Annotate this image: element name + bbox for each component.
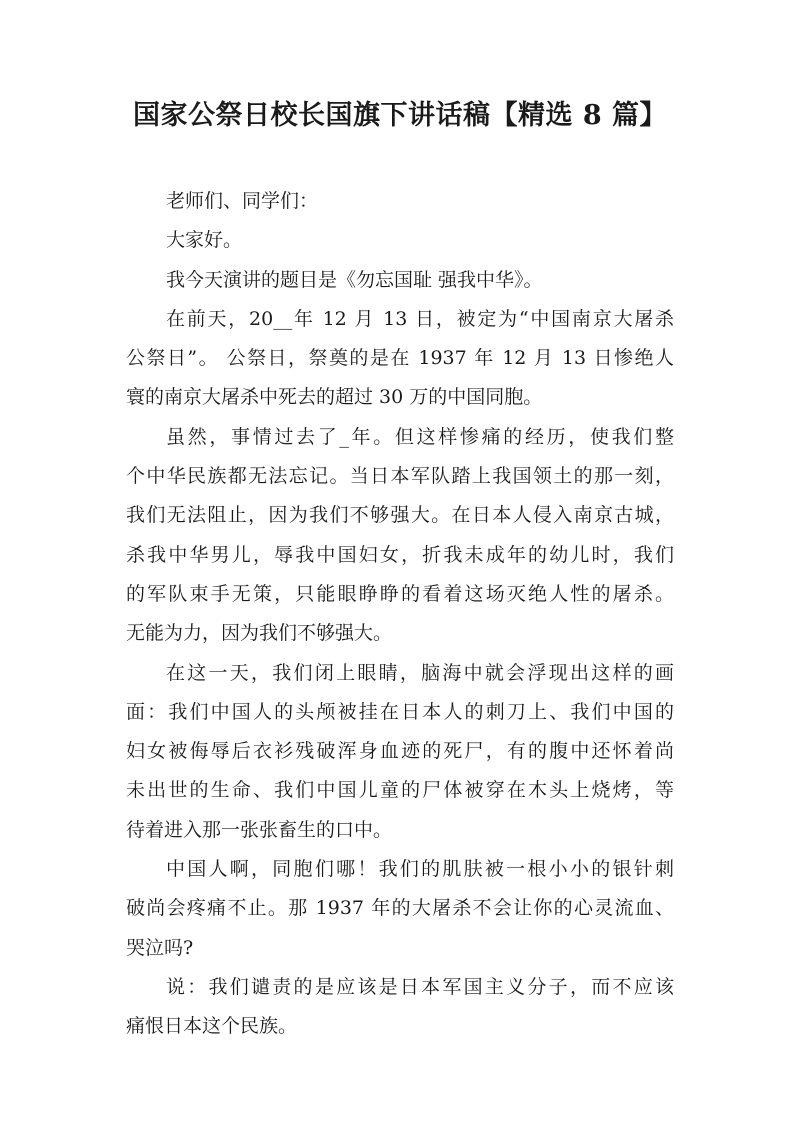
paragraph-line: 我今天演讲的题目是《勿忘国耻 强我中华》。	[166, 268, 543, 291]
paragraph-line: 中国人啊，同胞们哪！我们的肌肤被一根小小的银针刺	[166, 858, 674, 881]
paragraph-line: 虽然，事情过去了_年。但这样惨痛的经历，使我们整	[166, 425, 674, 448]
paragraph-line: 我们无法阻止，因为我们不够强大。在日本人侵入南京古城，	[126, 504, 674, 527]
paragraph-line: 待着进入那一张张畜生的口中。	[126, 818, 393, 841]
paragraph-line: 无能为力，因为我们不够强大。	[126, 622, 393, 645]
paragraph-line: 公祭日”。 公祭日，祭奠的是在 1937 年 12 月 13 日惨绝人	[126, 347, 674, 370]
paragraph-line: 在这一天，我们闭上眼睛，脑海中就会浮现出这样的画	[166, 661, 674, 684]
greeting-line: 大家好。	[166, 229, 243, 252]
paragraph-line: 痛恨日本这个民族。	[126, 1015, 298, 1038]
paragraph-line: 未出世的生命、我们中国儿童的尸体被穿在木头上烧烤，等	[126, 779, 674, 802]
paragraph-line: 面：我们中国人的头颅被挂在日本人的刺刀上、我们中国的	[126, 700, 674, 723]
paragraph-line: 妇女被侮辱后衣衫残破浑身血迹的死尸，有的腹中还怀着尚	[126, 740, 674, 763]
paragraph-line: 寰的南京大屠杀中死去的超过 30 万的中国同胞。	[126, 386, 543, 409]
paragraph-line: 杀我中华男儿，辱我中国妇女，折我未成年的幼儿时，我们	[126, 543, 674, 566]
paragraph-line: 破尚会疼痛不止。那 1937 年的大屠杀不会让你的心灵流血、	[126, 897, 674, 920]
document-body	[126, 182, 674, 1047]
paragraph-line: 哭泣吗?	[126, 936, 194, 959]
greeting-line: 老师们、同学们：	[166, 190, 319, 212]
paragraph-line: 说：我们谴责的是应该是日本军国主义分子，而不应该	[166, 975, 674, 998]
paragraph-line: 个中华民族都无法忘记。当日本军队踏上我国领土的那一刻，	[126, 465, 674, 488]
document-title: 国家公祭日校长国旗下讲话稿【精选 8 篇】	[132, 100, 668, 131]
paragraph-line: 的军队束手无策，只能眼睁睁的看着这场灭绝人性的屠杀。	[126, 582, 674, 605]
paragraph-line: 在前天，20__年 12 月 13 日，被定为“中国南京大屠杀	[166, 307, 674, 330]
